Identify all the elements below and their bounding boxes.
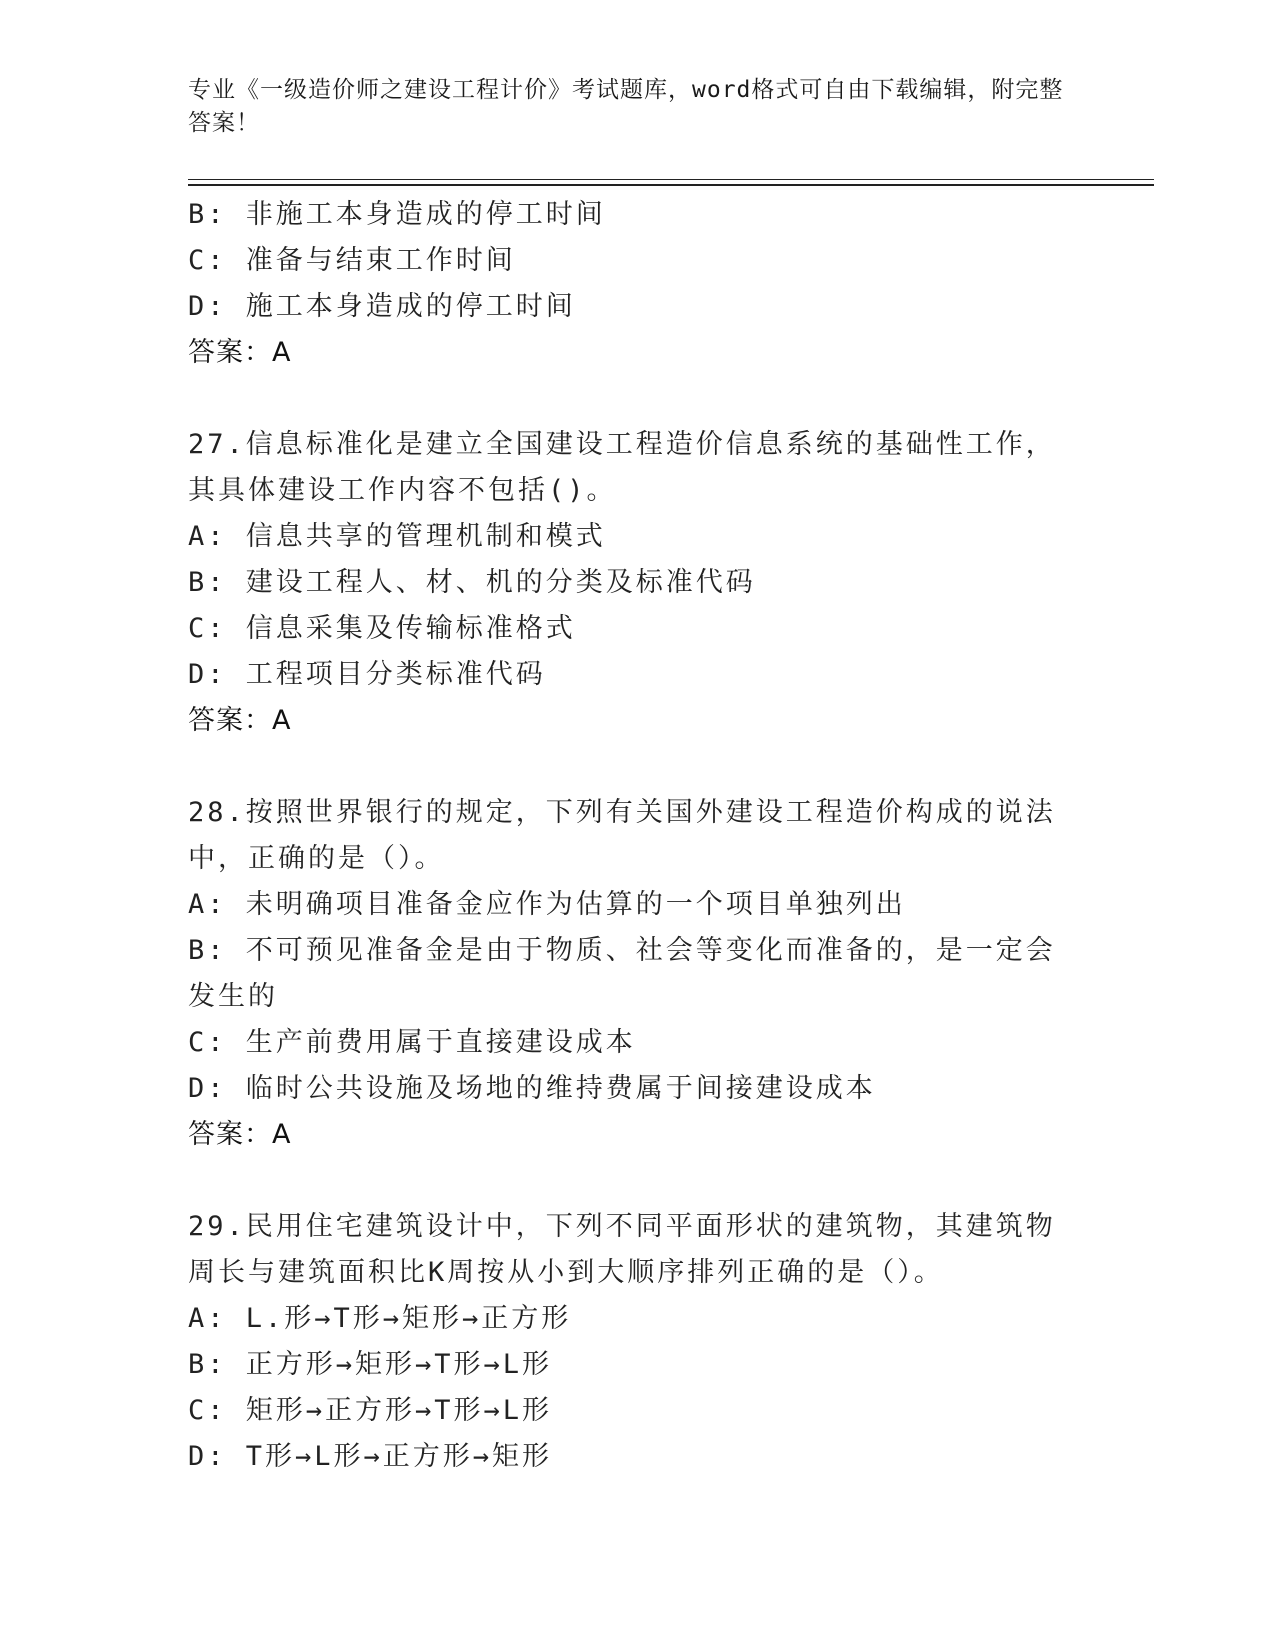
option-b: B: 正方形→矩形→T形→L形 [188,1349,553,1380]
option-b: B: 不可预见准备金是由于物质、社会等变化而准备的，是一定会发生的 [188,935,1056,1012]
option-a: A: 未明确项目准备金应作为估算的一个项目单独列出 [188,889,906,920]
header-divider-thick [188,184,1154,186]
question-stem: 27.信息标准化是建立全国建设工程造价信息系统的基础性工作，其具体建设工作内容不包括()。 [188,429,1056,506]
option-a: A: 信息共享的管理机制和模式 [188,521,606,552]
question-29 [188,1204,1068,1480]
option-a: A: L.形→T形→矩形→正方形 [188,1303,572,1334]
option-c: C: 准备与结束工作时间 [188,245,516,276]
answer-line: 答案：A [188,1119,292,1150]
document-header: 专业《一级造价师之建设工程计价》考试题库，word格式可自由下载编辑，附完整答案！ [188,77,1064,136]
option-c: C: 信息采集及传输标准格式 [188,613,576,644]
question-stem: 29.民用住宅建筑设计中，下列不同平面形状的建筑物，其建筑物周长与建筑面积比K周按从小到大顺序排列正确的是（）。 [188,1211,1056,1288]
option-d: D: 工程项目分类标准代码 [188,659,546,690]
option-b: B: 建设工程人、材、机的分类及标准代码 [188,567,756,598]
question-content [188,192,1068,1480]
option-d: D: 临时公共设施及场地的维持费属于间接建设成本 [188,1073,876,1104]
option-d: D: T形→L形→正方形→矩形 [188,1441,553,1472]
question-26-continued [188,192,1068,376]
option-d: D: 施工本身造成的停工时间 [188,291,576,322]
question-27 [188,422,1068,744]
question-stem: 28.按照世界银行的规定，下列有关国外建设工程造价构成的说法中，正确的是（）。 [188,797,1056,874]
header-divider-thin [188,179,1154,180]
option-b: B: 非施工本身造成的停工时间 [188,199,606,230]
answer-line: 答案：A [188,337,292,368]
option-c: C: 矩形→正方形→T形→L形 [188,1395,553,1426]
option-c: C: 生产前费用属于直接建设成本 [188,1027,636,1058]
question-28 [188,790,1068,1158]
answer-line: 答案：A [188,705,292,736]
